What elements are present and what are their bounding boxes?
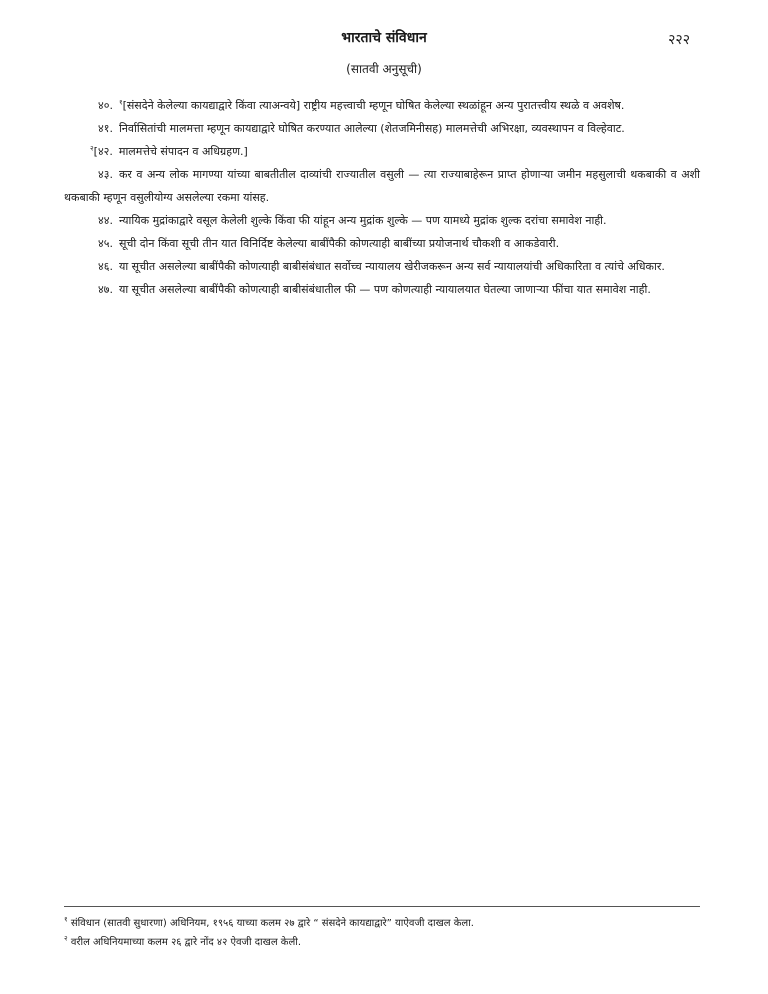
entry-number: ४३.	[98, 168, 113, 181]
entry-text: निर्वासितांची मालमत्ता म्हणून कायद्याद्वारे घोषित करण्यात आलेल्या (शेतजमिनीसह) मालमत्तेची अभिरक्षा, व्यवस्थापन व विल्हेवाट.	[118, 122, 625, 135]
entry-47	[64, 278, 700, 301]
footnote-marker: १	[118, 98, 123, 107]
entry-number: ४२.	[97, 145, 113, 158]
entry-42	[64, 140, 700, 163]
entry-number: ४६.	[98, 260, 113, 273]
page-title: भारताचे संविधान	[341, 30, 427, 46]
entry-text: या सूचीत असलेल्या बाबींपैकी कोणत्याही बाबीसंबंधात सर्वोच्च न्यायालय खेरीजकरून अन्य सर्व न्यायालयांची अधिकारिता व त्यांचे अधिकार.	[118, 260, 665, 273]
footnote-marker: २	[90, 144, 94, 153]
entry-number: ४७.	[98, 283, 113, 296]
entry-number: ४४.	[98, 214, 113, 227]
entry-number: ४५.	[98, 237, 113, 250]
footnote-marker: २	[64, 934, 68, 943]
entry-text: सूची दोन किंवा सूची तीन यात विनिर्दिष्ट केलेल्या बाबींपैकी कोणत्याही बाबींच्या प्रयोजनार्थ चौकशी व आकडेवारी.	[118, 237, 560, 250]
footnotes	[64, 914, 700, 952]
footnote-text: संविधान (सातवी सुधारणा) अधिनियम, १९५६ याच्या कलम २७ द्वारे “ संसदेने कायद्याद्वारे” याऐवजी दाखल केला.	[70, 918, 474, 929]
entry-number: ४१.	[98, 122, 113, 135]
footnote-divider	[64, 906, 700, 907]
entry-46	[64, 255, 700, 278]
entry-44	[64, 209, 700, 232]
entry-text: न्यायिक मुद्रांकाद्वारे वसूल केलेली शुल्के किंवा फी यांहून अन्य मुद्रांक शुल्के — पण यामध्ये मुद्रांक शुल्क दरांचा समावेश नाही.	[118, 214, 607, 227]
entry-text: या सूचीत असलेल्या बाबींपैकी कोणत्याही बाबीसंबंधातील फी — पण कोणत्याही न्यायालयात घेतल्या जाणाऱ्या फींचा यात समावेश नाही.	[118, 283, 651, 296]
footnote-text: वरील अधिनियमाच्या कलम २६ द्वारे नोंद ४२ ऐवजी दाखल केली.	[70, 937, 302, 948]
page-number: २२२	[668, 32, 690, 48]
entry-text: मालमत्तेचे संपादन व अधिग्रहण.]	[118, 145, 248, 158]
entry-text: [संसदेने केलेल्या कायद्याद्वारे किंवा त्याअन्वये] राष्ट्रीय महत्त्वाची म्हणून घोषित केलेल्या स्थळांहून अन्य पुरातत्त्वीय स्थळे व अवशेष.	[122, 99, 625, 112]
footnote-2	[64, 933, 700, 952]
entry-43	[64, 163, 700, 209]
entry-bracket-open: [	[93, 145, 98, 158]
entry-text: कर व अन्य लोक मागण्या यांच्या बाबतीतील दाव्यांची राज्यातील वसुली — त्या राज्याबाहेरून प्राप्त होणाऱ्या जमीन महसुलाची थकबाकी व अशी थकबाकी म्हणून वसुलीयोग्य असलेल्या रकमा यांसह.	[64, 168, 700, 204]
entry-number: ४०.	[98, 99, 113, 112]
entries-list	[64, 94, 700, 301]
schedule-label: (सातवी अनुसूची)	[346, 62, 422, 76]
footnote-marker: १	[64, 915, 68, 924]
entry-41	[64, 117, 700, 140]
entry-40	[64, 94, 700, 117]
entry-45	[64, 232, 700, 255]
footnote-1	[64, 914, 700, 933]
